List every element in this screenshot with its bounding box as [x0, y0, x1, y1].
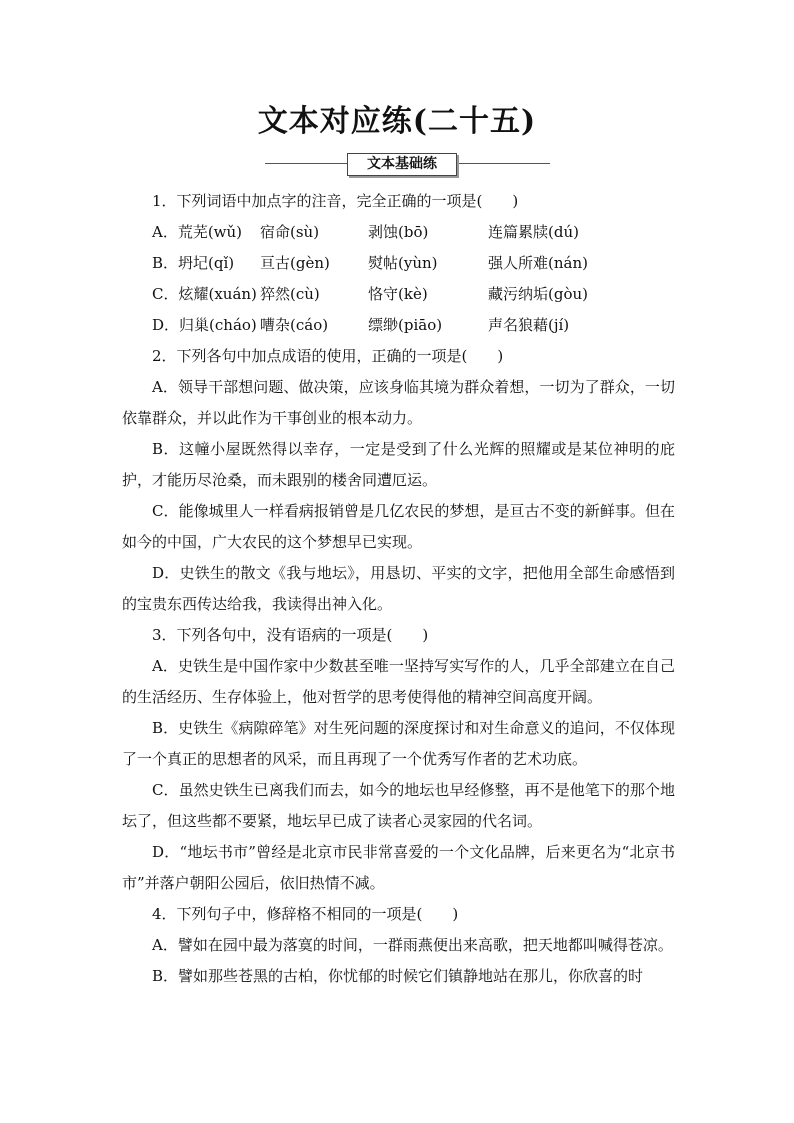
question-1-option-row-d — [122, 310, 675, 341]
question-2-option-d: D．史铁生的散文《我与地坛》，用恳切、平实的文字，把他用全部生命感悟到的宝贵东西传达给我，我读得出神入化。 — [122, 564, 675, 613]
question-1-option-row-a — [122, 217, 675, 248]
option-cell: 猝然(cù) — [260, 285, 320, 303]
question-2-option-b: B．这幢小屋既然得以幸存，一定是受到了什么光辉的照耀或是某位神明的庇护，才能历尽沧桑，而未跟别的楼舍同遭厄运。 — [122, 440, 675, 489]
option-cell: A．荒芜(wǔ) — [152, 223, 243, 241]
question-3-stem: 3．下列各句中，没有语病的一项是( ) — [152, 626, 429, 644]
question-1-option-row-c — [122, 279, 675, 310]
option-cell: 熨帖(yùn) — [368, 254, 438, 272]
question-4-option-b: B．譬如那些苍黑的古柏，你忧郁的时候它们镇静地站在那儿，你欣喜的时 — [152, 967, 644, 985]
page-title: 文本对应练(二十五) — [257, 104, 537, 139]
option-cell: 亘古(gèn) — [260, 254, 330, 272]
option-cell: 强人所难(nán) — [488, 254, 588, 272]
option-cell: 声名狼藉(jí) — [488, 316, 570, 334]
question-3-option-b: B．史铁生《病隙碎笔》对生死问题的深度探讨和对生命意义的追问，不仅体现了一个真正的思想者的风采，而且再现了一个优秀写作者的艺术功底。 — [122, 719, 675, 768]
document-body — [122, 186, 675, 992]
question-3-option-a: A．史铁生是中国作家中少数甚至唯一坚持写实写作的人，几乎全部建立在自己的生活经历、生存体验上，他对哲学的思考使得他的精神空间高度开阔。 — [122, 657, 675, 706]
question-2-option-c: C．能像城里人一样看病报销曾是几亿农民的梦想，是亘古不变的新鲜事。但在如今的中国，广大农民的这个梦想早已实现。 — [122, 502, 675, 551]
question-2-option-a: A．领导干部想问题、做决策，应该身临其境为群众着想，一切为了群众，一切依靠群众，并以此作为干事创业的根本动力。 — [122, 378, 675, 427]
question-2-stem: 2．下列各句中加点成语的使用，正确的一项是( ) — [152, 347, 504, 365]
question-4-stem: 4．下列句子中，修辞格不相同的一项是( ) — [152, 905, 459, 923]
option-cell: 缥缈(piāo) — [368, 316, 443, 334]
question-1-stem: 1．下列词语中加点字的注音，完全正确的一项是( ) — [152, 192, 519, 210]
option-cell: 嘈杂(cáo) — [260, 316, 329, 334]
option-cell: D．归巢(cháo) — [152, 316, 257, 334]
option-cell: C．炫耀(xuán) — [152, 285, 257, 303]
question-3-option-d: D．“地坛书市”曾经是北京市民非常喜爱的一个文化品牌，后来更名为“北京书市”并落户朝阳公园后，依旧热情不减。 — [122, 843, 675, 892]
option-cell: 宿命(sù) — [260, 223, 320, 241]
option-cell: 剥蚀(bō) — [368, 223, 429, 241]
option-cell: B．坍圮(qǐ) — [152, 254, 235, 272]
section-label: 文本基础练 — [347, 153, 457, 176]
question-1-option-row-b — [122, 248, 675, 279]
option-cell: 恪守(kè) — [368, 285, 428, 303]
section-header — [265, 151, 550, 179]
question-4-option-a: A．譬如在园中最为落寞的时间，一群雨燕便出来高歌，把天地都叫喊得苍凉。 — [152, 936, 673, 954]
option-cell: 连篇累牍(dú) — [488, 223, 579, 241]
question-3-option-c: C．虽然史铁生已离我们而去，如今的地坛也早经修整，再不是他笔下的那个地坛了，但这些都不要紧，地坛早已成了读者心灵家园的代名词。 — [122, 781, 675, 830]
option-cell: 藏污纳垢(gòu) — [488, 285, 588, 303]
